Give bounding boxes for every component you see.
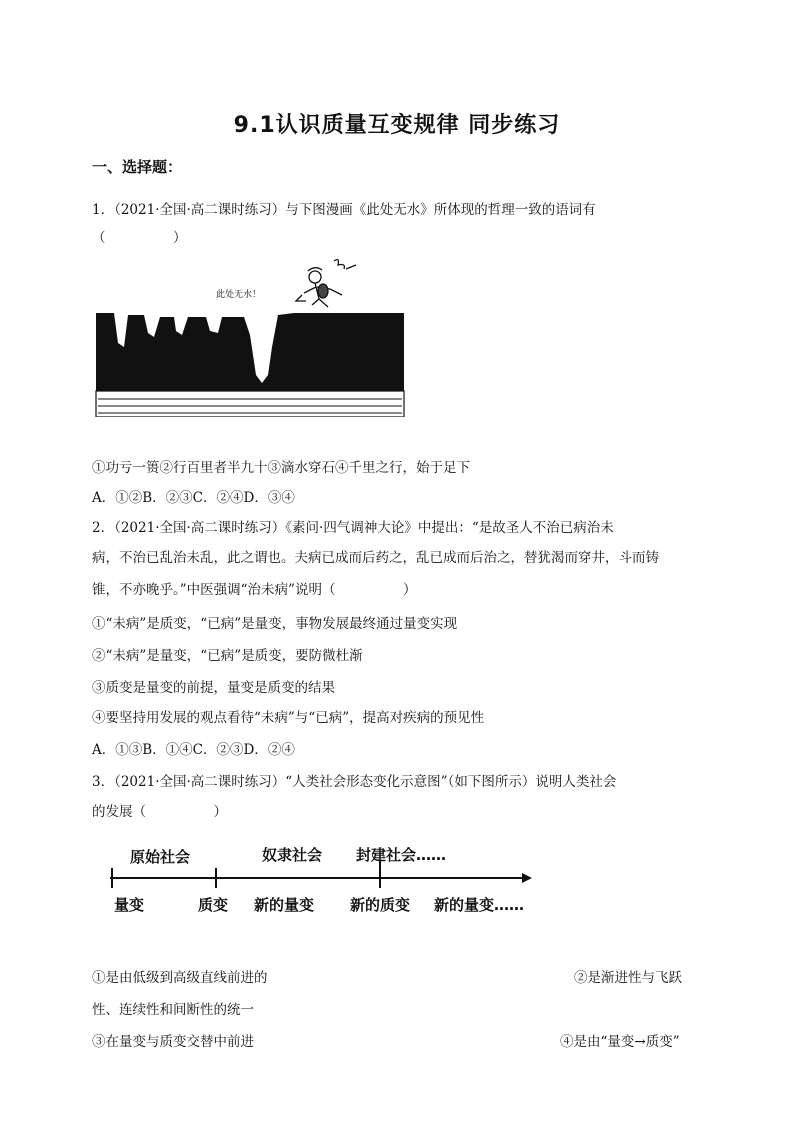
- q2-option-4: ④要坚持用发展的观点看待“未病”与“已病”，提高对疾病的预见性: [92, 710, 485, 726]
- ground-silhouette: [96, 313, 404, 391]
- timeline-label-qual2: 新的质变: [350, 896, 411, 914]
- society-timeline-diagram: [92, 838, 552, 918]
- q3-option-1: ①是由低级到高级直线前进的: [92, 970, 268, 986]
- q2-choices: A．①③B．①④C．②③D．②④: [92, 742, 295, 758]
- q3-stem-line2: 的发展（ ）: [92, 804, 227, 820]
- timeline-label-quant3: 新的量变……: [434, 896, 525, 914]
- timeline-label-slave: 奴隶社会: [262, 846, 323, 864]
- q3-option-3: ③在量变与质变交替中前进: [92, 1034, 254, 1050]
- q3-option-2-part1: ②是渐进性与飞跃: [574, 970, 682, 986]
- walker-figure: [296, 260, 356, 307]
- timeline-label-qual1: 质变: [198, 896, 229, 914]
- section-heading: 一、选择题：: [92, 158, 183, 176]
- q1-options: ①功亏一篑②行百里者半九十③滴水穿石④千里之行，始于足下: [92, 460, 470, 476]
- q2-stem-line3: 锥，不亦晚乎。”中医强调“治未病”说明（ ）: [92, 582, 417, 598]
- timeline-label-quant2: 新的量变: [254, 896, 315, 914]
- q1-stem: 1．（2021·全国·高二课时练习）与下图漫画《此处无水》所体现的哲理一致的语词有: [92, 202, 596, 218]
- q1-choices: A．①②B．②③C．②④D．③④: [92, 490, 295, 506]
- q3-option-2-part2: 性、连续性和间断性的统一: [92, 1002, 254, 1018]
- cartoon-caption: 此处无水！: [216, 290, 262, 300]
- cartoon-no-water-image: [94, 255, 406, 417]
- q2-stem-line2: 病，不治已乱治未乱，此之谓也。夫病已成而后药之，乱已成而后治之，替犹渴而穿井，斗而铸: [92, 550, 659, 566]
- page-title: 9.1认识质量互变规律 同步练习: [233, 113, 561, 138]
- timeline-label-primitive: 原始社会: [130, 848, 191, 866]
- timeline-label-feudal: 封建社会……: [356, 846, 447, 864]
- q3-option-4-part1: ④是由“量变→质变”: [560, 1034, 680, 1050]
- q2-option-3: ③质变是量变的前提，量变是质变的结果: [92, 680, 335, 696]
- q2-stem-line1: 2．（2021·全国·高二课时练习）《素问·四气调神大论》中提出：“是故圣人不治已病治未: [92, 520, 614, 536]
- q2-option-1: ①“未病”是质变，“已病”是量变，事物发展最终通过量变实现: [92, 616, 458, 632]
- q1-answer-paren: （ ）: [92, 230, 187, 246]
- q3-stem-line1: 3．（2021·全国·高二课时练习）“人类社会形态变化示意图”（如下图所示）说明人类社会: [92, 774, 617, 790]
- q2-option-2: ②“未病”是量变，“已病”是质变，要防微杜渐: [92, 648, 363, 664]
- timeline-label-quant1: 量变: [114, 896, 145, 914]
